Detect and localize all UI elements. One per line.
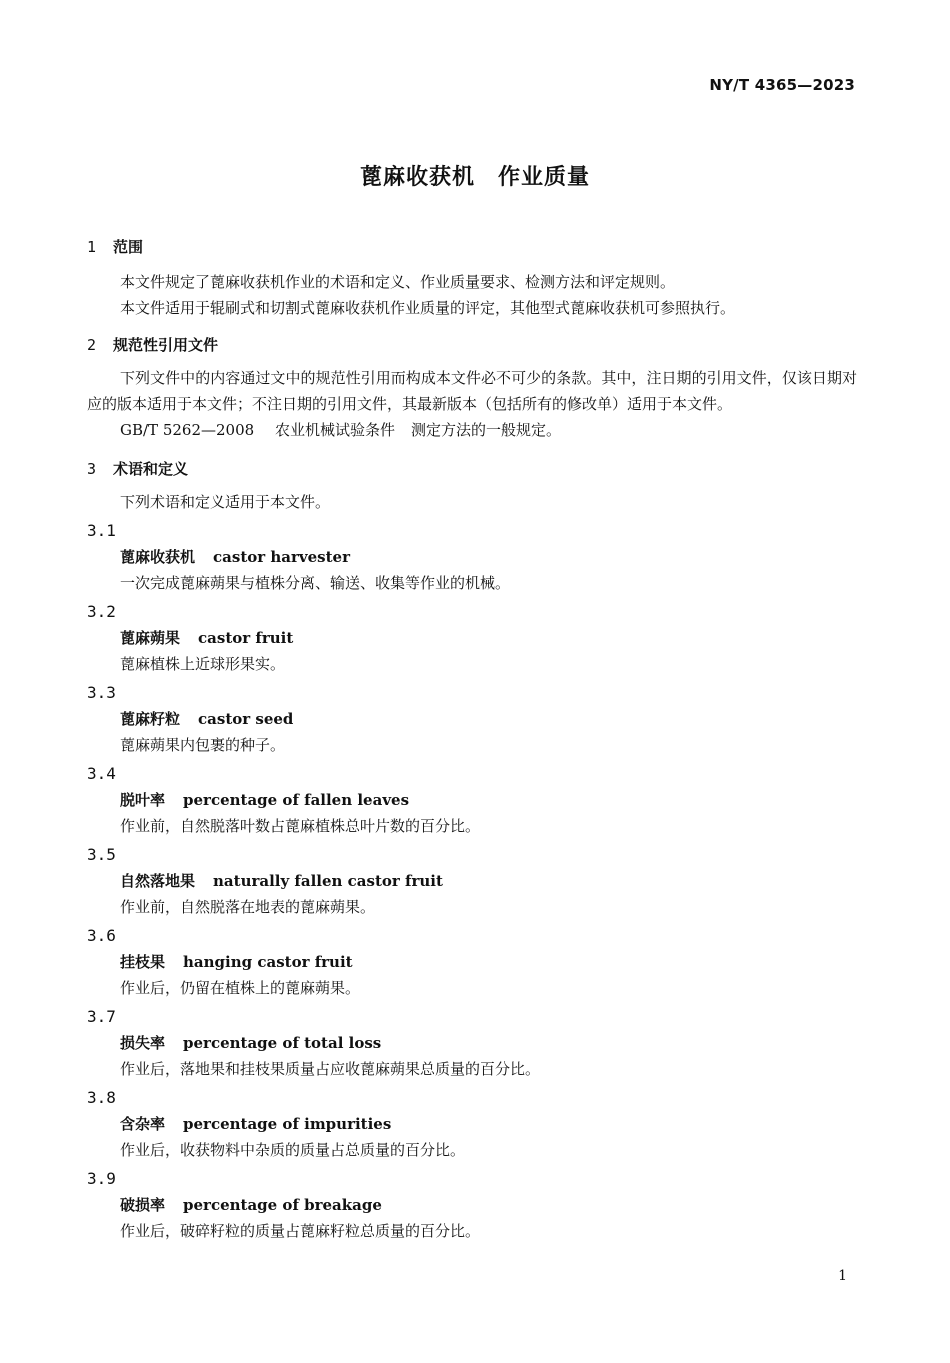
term-chinese: 含杂率 <box>120 1115 166 1133</box>
term-chinese: 挂枝果 <box>120 953 166 971</box>
term-entry <box>87 842 857 920</box>
term-chinese: 蓖麻籽粒 <box>120 710 181 728</box>
paragraph: 本文件规定了蓖麻收获机作业的术语和定义、作业质量要求、检测方法和评定规则。 <box>120 273 676 291</box>
reference-entry <box>87 417 857 443</box>
section-heading <box>87 333 857 357</box>
term-entry <box>87 1085 857 1163</box>
section-number: 2 <box>87 336 97 354</box>
term-heading <box>87 787 857 813</box>
term-definition: 作业后，仍留在植株上的蓖麻蒴果。 <box>120 979 361 997</box>
paragraph: 本文件适用于辊刷式和切割式蓖麻收获机作业质量的评定，其他型式蓖麻收获机可参照执行。 <box>120 299 736 317</box>
term-number: 3.1 <box>87 521 116 540</box>
section-heading <box>87 457 857 481</box>
term-english: percentage of fallen leaves <box>183 791 410 809</box>
term-number: 3.7 <box>87 1007 116 1026</box>
term-number: 3.6 <box>87 926 116 945</box>
page-number: 1 <box>838 1268 847 1284</box>
section-title: 范围 <box>113 238 144 256</box>
term-entry <box>87 1166 857 1244</box>
term-heading <box>87 1030 857 1056</box>
term-english: percentage of breakage <box>183 1196 382 1214</box>
term-number: 3.8 <box>87 1088 116 1107</box>
term-english: naturally fallen castor fruit <box>213 872 443 890</box>
term-number: 3.5 <box>87 845 116 864</box>
term-english: castor fruit <box>198 629 294 647</box>
section-normative-references <box>87 333 857 443</box>
term-definition: 作业后，收获物料中杂质的质量占总质量的百分比。 <box>120 1141 466 1159</box>
term-definition: 作业后，落地果和挂枝果质量占应收蓖麻蒴果总质量的百分比。 <box>120 1060 541 1078</box>
term-entry <box>87 599 857 677</box>
section-number: 3 <box>87 460 97 478</box>
section-title: 规范性引用文件 <box>113 336 219 354</box>
section-terms-definitions <box>87 457 857 1244</box>
reference-title-part: 测定方法的一般规定。 <box>410 421 561 439</box>
term-english: castor harvester <box>213 548 350 566</box>
term-number: 3.2 <box>87 602 116 621</box>
term-chinese: 自然落地果 <box>120 872 196 890</box>
term-definition: 蓖麻植株上近球形果实。 <box>120 655 286 673</box>
term-english: hanging castor fruit <box>183 953 353 971</box>
term-chinese: 损失率 <box>120 1034 166 1052</box>
term-entry <box>87 923 857 1001</box>
term-definition: 蓖麻蒴果内包裹的种子。 <box>120 736 286 754</box>
term-english: percentage of impurities <box>183 1115 392 1133</box>
term-english: castor seed <box>198 710 294 728</box>
term-chinese: 蓖麻收获机 <box>120 548 196 566</box>
term-number: 3.9 <box>87 1169 116 1188</box>
term-entry <box>87 680 857 758</box>
document-body <box>87 235 857 1244</box>
paragraph: 下列术语和定义适用于本文件。 <box>120 493 331 511</box>
term-heading <box>87 706 857 732</box>
term-definition: 作业前，自然脱落在地表的蓖麻蒴果。 <box>120 898 376 916</box>
term-number: 3.3 <box>87 683 116 702</box>
section-heading <box>87 235 857 259</box>
term-chinese: 破损率 <box>120 1196 166 1214</box>
term-heading <box>87 544 857 570</box>
terms-list <box>87 518 857 1244</box>
term-chinese: 蓖麻蒴果 <box>120 629 181 647</box>
section-scope <box>87 235 857 321</box>
term-heading <box>87 868 857 894</box>
paragraph: 下列文件中的内容通过文中的规范性引用而构成本文件必不可少的条款。其中，注日期的引用文件，仅该日期对应的版本适用于本文件；不注日期的引用文件，其最新版本（包括所有的修改单）适用于本文件。 <box>87 369 857 413</box>
term-heading <box>87 949 857 975</box>
term-heading <box>87 625 857 651</box>
term-english: percentage of total loss <box>183 1034 382 1052</box>
term-entry <box>87 761 857 839</box>
term-heading <box>87 1111 857 1137</box>
term-definition: 作业前，自然脱落叶数占蓖麻植株总叶片数的百分比。 <box>120 817 481 835</box>
reference-code: GB/T 5262—2008 <box>120 421 255 439</box>
term-chinese: 脱叶率 <box>120 791 166 809</box>
reference-title-part: 农业机械试验条件 <box>274 421 395 439</box>
term-heading <box>87 1192 857 1218</box>
section-number: 1 <box>87 238 97 256</box>
term-definition: 一次完成蓖麻蒴果与植株分离、输送、收集等作业的机械。 <box>120 574 511 592</box>
standard-number: NY/T 4365—2023 <box>709 76 855 94</box>
section-title: 术语和定义 <box>113 460 189 478</box>
term-entry <box>87 1004 857 1082</box>
document-title: 蓖麻收获机 作业质量 <box>359 165 590 190</box>
term-number: 3.4 <box>87 764 116 783</box>
term-definition: 作业后，破碎籽粒的质量占蓖麻籽粒总质量的百分比。 <box>120 1222 481 1240</box>
term-entry <box>87 518 857 596</box>
